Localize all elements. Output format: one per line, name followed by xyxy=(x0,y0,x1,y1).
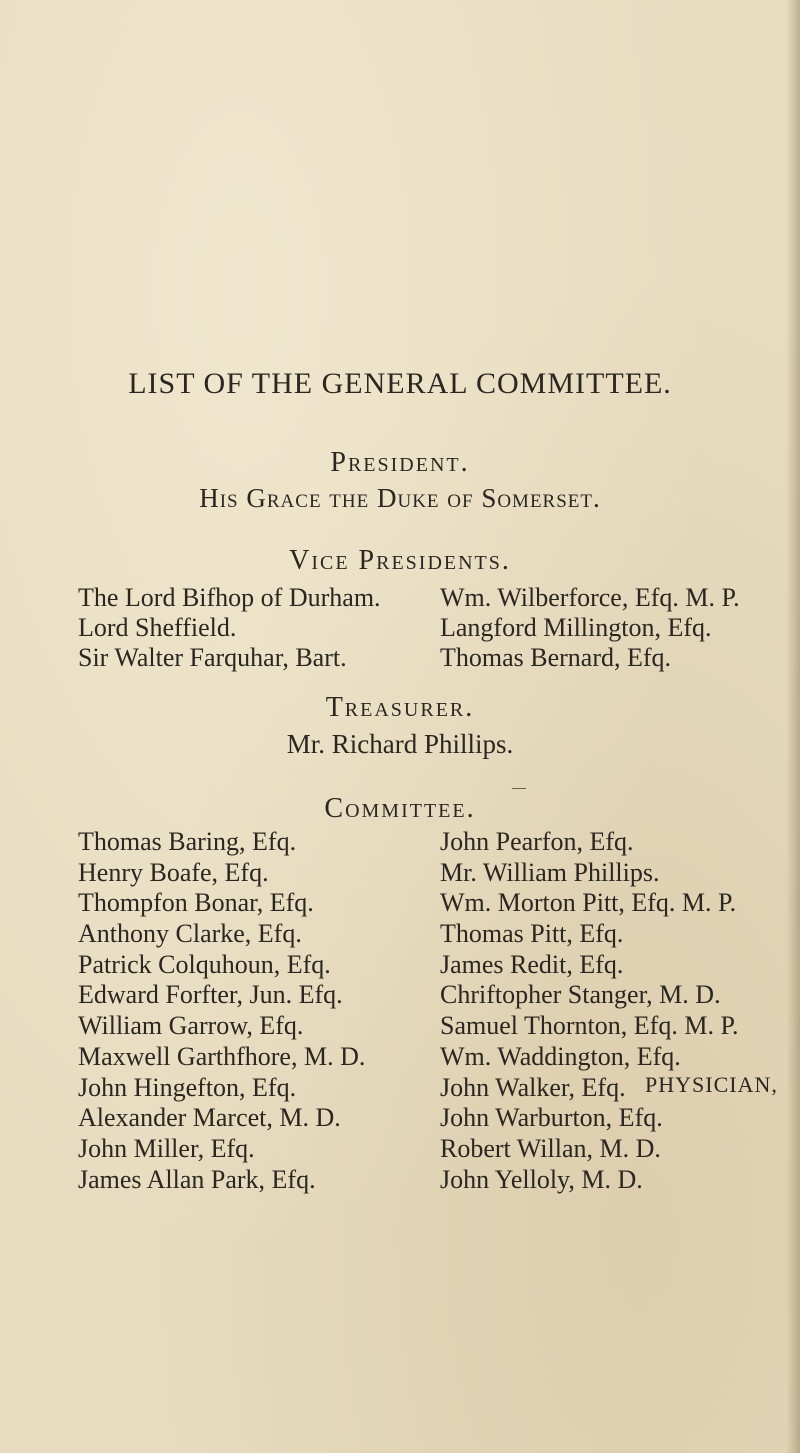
committee-member: John Warburton, Efq. xyxy=(440,1103,663,1133)
vice-president-entry: Langford Millington, Efq. xyxy=(440,613,712,642)
treasurer-name: Mr. Richard Phillips. xyxy=(286,729,514,759)
president-name: His Grace the Duke of Somerset. xyxy=(199,483,601,513)
committee-member: Edward Forfter, Jun. Efq. xyxy=(78,980,343,1010)
page-title: LIST OF THE GENERAL COMMITTEE. xyxy=(128,367,672,400)
committee-member: Thompfon Bonar, Efq. xyxy=(78,888,314,918)
committee-member: Thomas Baring, Efq. xyxy=(78,827,297,856)
vice-president-entry: Wm. Wilberforce, Efq. M. P. xyxy=(440,583,740,612)
committee-member: Wm. Waddington, Efq. xyxy=(440,1041,681,1071)
president-heading: President. xyxy=(330,447,470,478)
committee-member: Maxwell Garthfhore, M. D. xyxy=(78,1041,366,1071)
vice-presidents-left-list xyxy=(78,583,381,673)
vice-presidents-right-list xyxy=(440,583,740,673)
small-rule xyxy=(512,788,526,789)
committee-member: Alexander Marcet, M. D. xyxy=(78,1103,341,1133)
committee-member: Mr. William Phillips. xyxy=(440,857,660,887)
committee-member: James Redit, Efq. xyxy=(440,949,624,979)
committee-member: James Allan Park, Efq. xyxy=(78,1164,316,1194)
committee-member: John Hingefton, Efq. xyxy=(78,1072,297,1102)
committee-member: Anthony Clarke, Efq. xyxy=(78,919,302,949)
committee-member: John Yelloly, M. D. xyxy=(440,1164,643,1194)
committee-member: John Miller, Efq. xyxy=(78,1133,255,1163)
committee-member: Wm. Morton Pitt, Efq. M. P. xyxy=(440,888,737,918)
committee-member: John Pearfon, Efq. xyxy=(440,827,634,856)
committee-member: William Garrow, Efq. xyxy=(78,1011,304,1041)
committee-member: Chriftopher Stanger, M. D. xyxy=(440,980,721,1010)
vice-presidents-heading: Vice Presidents. xyxy=(289,545,511,576)
committee-right-list xyxy=(440,827,739,1195)
committee-member: John Walker, Efq. xyxy=(440,1072,626,1102)
vice-president-entry: Sir Walter Farquhar, Bart. xyxy=(78,643,347,672)
treasurer-heading: Treasurer. xyxy=(325,692,475,723)
vice-president-entry: Thomas Bernard, Efq. xyxy=(440,643,672,672)
committee-member: Robert Willan, M. D. xyxy=(440,1133,661,1163)
committee-member: Patrick Colquhoun, Efq. xyxy=(78,949,331,979)
committee-heading: Committee. xyxy=(324,793,476,824)
page-edge-shadow xyxy=(786,0,800,1453)
vice-president-entry: Lord Sheffield. xyxy=(78,613,237,642)
committee-left-list xyxy=(78,827,365,1195)
committee-member: Henry Boafe, Efq. xyxy=(78,857,269,887)
committee-member: Samuel Thornton, Efq. M. P. xyxy=(440,1011,739,1041)
vice-president-entry: The Lord Bifhop of Durham. xyxy=(78,583,381,612)
catchword: PHYSICIAN, xyxy=(645,1072,778,1097)
committee-member: Thomas Pitt, Efq. xyxy=(440,919,624,949)
